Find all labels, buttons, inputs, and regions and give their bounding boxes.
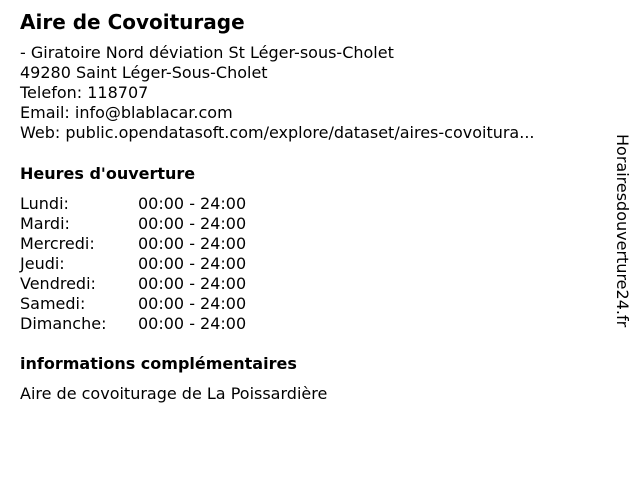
- time-range: 00:00 - 24:00: [138, 274, 247, 293]
- day-label: Mercredi:: [20, 234, 95, 253]
- day-label: Lundi:: [20, 194, 69, 213]
- day-label: Jeudi:: [20, 254, 65, 273]
- address-street: - Giratoire Nord déviation St Léger-sous-Cholet: [20, 43, 394, 62]
- day-label: Samedi:: [20, 294, 86, 313]
- phone-line[interactable]: Telefon: 118707: [20, 83, 149, 102]
- time-range: 00:00 - 24:00: [138, 194, 247, 213]
- day-label: Mardi:: [20, 214, 70, 233]
- time-range: 00:00 - 24:00: [138, 254, 247, 273]
- address-city: 49280 Saint Léger-Sous-Cholet: [20, 63, 268, 82]
- email-line[interactable]: Email: info@blablacar.com: [20, 103, 233, 122]
- side-brand[interactable]: Horairesdouverture24.fr: [613, 134, 632, 328]
- time-range: 00:00 - 24:00: [138, 234, 247, 253]
- day-label: Dimanche:: [20, 314, 107, 333]
- page-title: Aire de Covoiturage: [20, 10, 245, 34]
- web-line[interactable]: Web: public.opendatasoft.com/explore/dataset/aires-covoitura...: [20, 123, 535, 142]
- time-range: 00:00 - 24:00: [138, 294, 247, 313]
- time-range: 00:00 - 24:00: [138, 314, 247, 333]
- time-range: 00:00 - 24:00: [138, 214, 247, 233]
- info-text: Aire de covoiturage de La Poissardière: [20, 384, 328, 403]
- day-label: Vendredi:: [20, 274, 96, 293]
- address-block: [20, 43, 535, 143]
- hours-heading: Heures d'ouverture: [20, 164, 196, 183]
- info-heading: informations complémentaires: [20, 354, 297, 373]
